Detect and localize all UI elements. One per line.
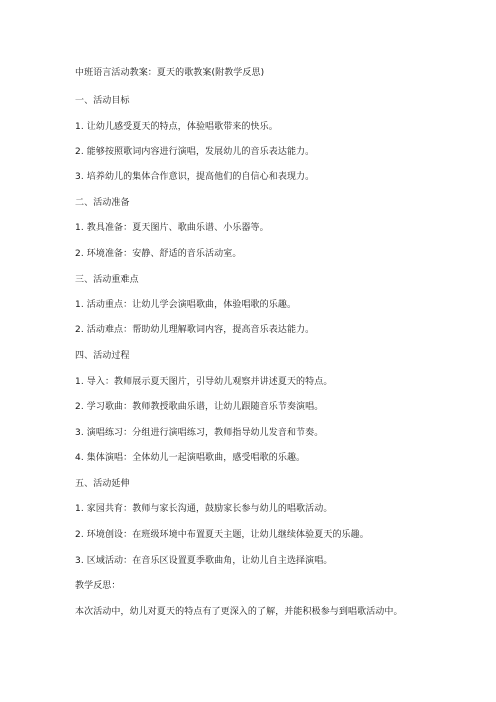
paragraph-line: 1. 让幼儿感受夏天的特点，体验唱歌带来的快乐。 xyxy=(75,122,278,132)
paragraph-line: 本次活动中，幼儿对夏天的特点有了更深入的了解，并能积极参与到唱歌活动中。 xyxy=(75,607,403,617)
paragraph-line: 1. 活动重点：让幼儿学会演唱歌曲，体验唱歌的乐趣。 xyxy=(75,300,297,310)
paragraph-line: 3. 演唱练习：分组进行演唱练习，教师指导幼儿发音和节奏。 xyxy=(75,428,324,438)
paragraph-line: 3. 培养幼儿的集体合作意识，提高他们的自信心和表现力。 xyxy=(75,172,315,182)
paragraph-line: 2. 环境准备：安静、舒适的音乐活动室。 xyxy=(75,249,242,259)
section-heading-preparation: 二、活动准备 xyxy=(75,198,130,208)
section-heading-key-points: 三、活动重难点 xyxy=(75,275,139,285)
section-heading-extension: 五、活动延伸 xyxy=(75,479,130,489)
document-title: 中班语言活动教案：夏天的歌教案(附教学反思) xyxy=(75,68,265,78)
section-heading-reflection: 教学反思： xyxy=(75,581,121,591)
paragraph-line: 1. 家园共育：教师与家长沟通，鼓励家长参与幼儿的唱歌活动。 xyxy=(75,504,333,514)
paragraph-line: 2. 活动难点：帮助幼儿理解歌词内容，提高音乐表达能力。 xyxy=(75,325,315,335)
section-heading-goals: 一、活动目标 xyxy=(75,96,130,106)
paragraph-line: 2. 能够按照歌词内容进行演唱，发展幼儿的音乐表达能力。 xyxy=(75,147,315,157)
paragraph-line: 1. 导入：教师展示夏天图片，引导幼儿观察并讲述夏天的特点。 xyxy=(75,377,333,387)
paragraph-line: 1. 教具准备：夏天图片、歌曲乐谱、小乐器等。 xyxy=(75,223,269,233)
paragraph-line: 2. 学习歌曲：教师教授歌曲乐谱，让幼儿跟随音乐节奏演唱。 xyxy=(75,402,324,412)
paragraph-line: 4. 集体演唱：全体幼儿一起演唱歌曲，感受唱歌的乐趣。 xyxy=(75,453,306,463)
paragraph-line: 2. 环境创设：在班级环境中布置夏天主题，让幼儿继续体验夏天的乐趣。 xyxy=(75,530,369,540)
paragraph-line: 3. 区域活动：在音乐区设置夏季歌曲角，让幼儿自主选择演唱。 xyxy=(75,556,333,566)
section-heading-process: 四、活动过程 xyxy=(75,351,130,361)
